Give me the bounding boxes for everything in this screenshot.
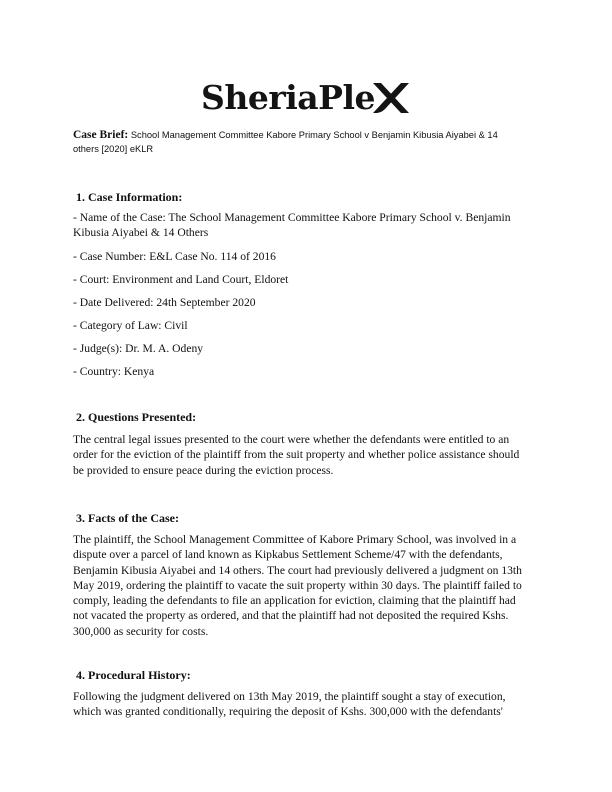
facts-line: not vacated the property as ordered, and that the plaintiff had not deposited the required Kshs. [73, 609, 509, 623]
questions-line: be provided to ensure peace during the eviction process. [73, 463, 334, 477]
case-name [73, 210, 543, 241]
procedural-line: which was granted conditionally, requiring the deposit of Kshs. 300,000 with the defendants' [73, 705, 503, 719]
case-information-heading: 1. Case Information: [76, 190, 183, 204]
facts-line: May 2019, ordering the plaintiff to vacate the suit property within 30 days. The plaintiff failed to [73, 578, 522, 592]
procedural-line: Following the judgment delivered on 13th May 2019, the plaintiff sought a stay of execution, [73, 690, 506, 703]
questions-presented-text [73, 432, 543, 478]
facts-heading: 3. Facts of the Case: [76, 511, 179, 525]
case-brief-title-line2: others [2020] eKLR [73, 144, 154, 154]
facts-line: dispute over a parcel of land known as Kipkabus Settlement Scheme/47 with the defendants, [73, 548, 503, 562]
sheriaplex-logo [0, 78, 612, 122]
case-name-line1: - Name of the Case: The School Management Committee Kabore Primary School v. Benjamin [73, 211, 511, 224]
facts-line: Benjamin Kibusia Aiyabei and 14 others. The court had previously delivered a judgment on 13th [73, 563, 522, 577]
questions-presented-heading: 2. Questions Presented: [76, 410, 197, 424]
case-country: - Country: Kenya [73, 365, 155, 378]
facts-text [73, 532, 543, 639]
facts-line: 300,000 as security for costs. [73, 624, 209, 638]
logo-x-mark-icon [371, 81, 411, 115]
case-judges: - Judge(s): Dr. M. A. Odeny [73, 342, 204, 355]
case-date-delivered: - Date Delivered: 24th September 2020 [73, 296, 256, 309]
case-number: - Case Number: E&L Case No. 114 of 2016 [73, 250, 276, 263]
facts-line: The plaintiff, the School Management Committee of Kabore Primary School, was involved in a [73, 533, 517, 546]
case-name-line2: Kibusia Aiyabei & 14 Others [73, 226, 209, 240]
facts-line: comply, leading the defendants to file an application for eviction, claiming that the plaintiff had [73, 594, 516, 608]
case-brief-title [73, 128, 543, 156]
case-court: - Court: Environment and Land Court, Eldoret [73, 273, 289, 286]
logo-text: SheriaPle [201, 78, 375, 117]
case-brief-label: Case Brief: [73, 129, 129, 141]
questions-line: order for the eviction of the plaintiff from the suit property and whether police assistance should [73, 448, 520, 462]
questions-line: The central legal issues presented to the court were whether the defendants were entitled to an [73, 433, 510, 446]
procedural-history-text [73, 689, 543, 720]
procedural-history-heading: 4. Procedural History: [76, 668, 191, 682]
case-category: - Category of Law: Civil [73, 319, 188, 332]
case-brief-title-line1: School Management Committee Kabore Primary School v Benjamin Kibusia Aiyabei & 14 [130, 130, 498, 140]
